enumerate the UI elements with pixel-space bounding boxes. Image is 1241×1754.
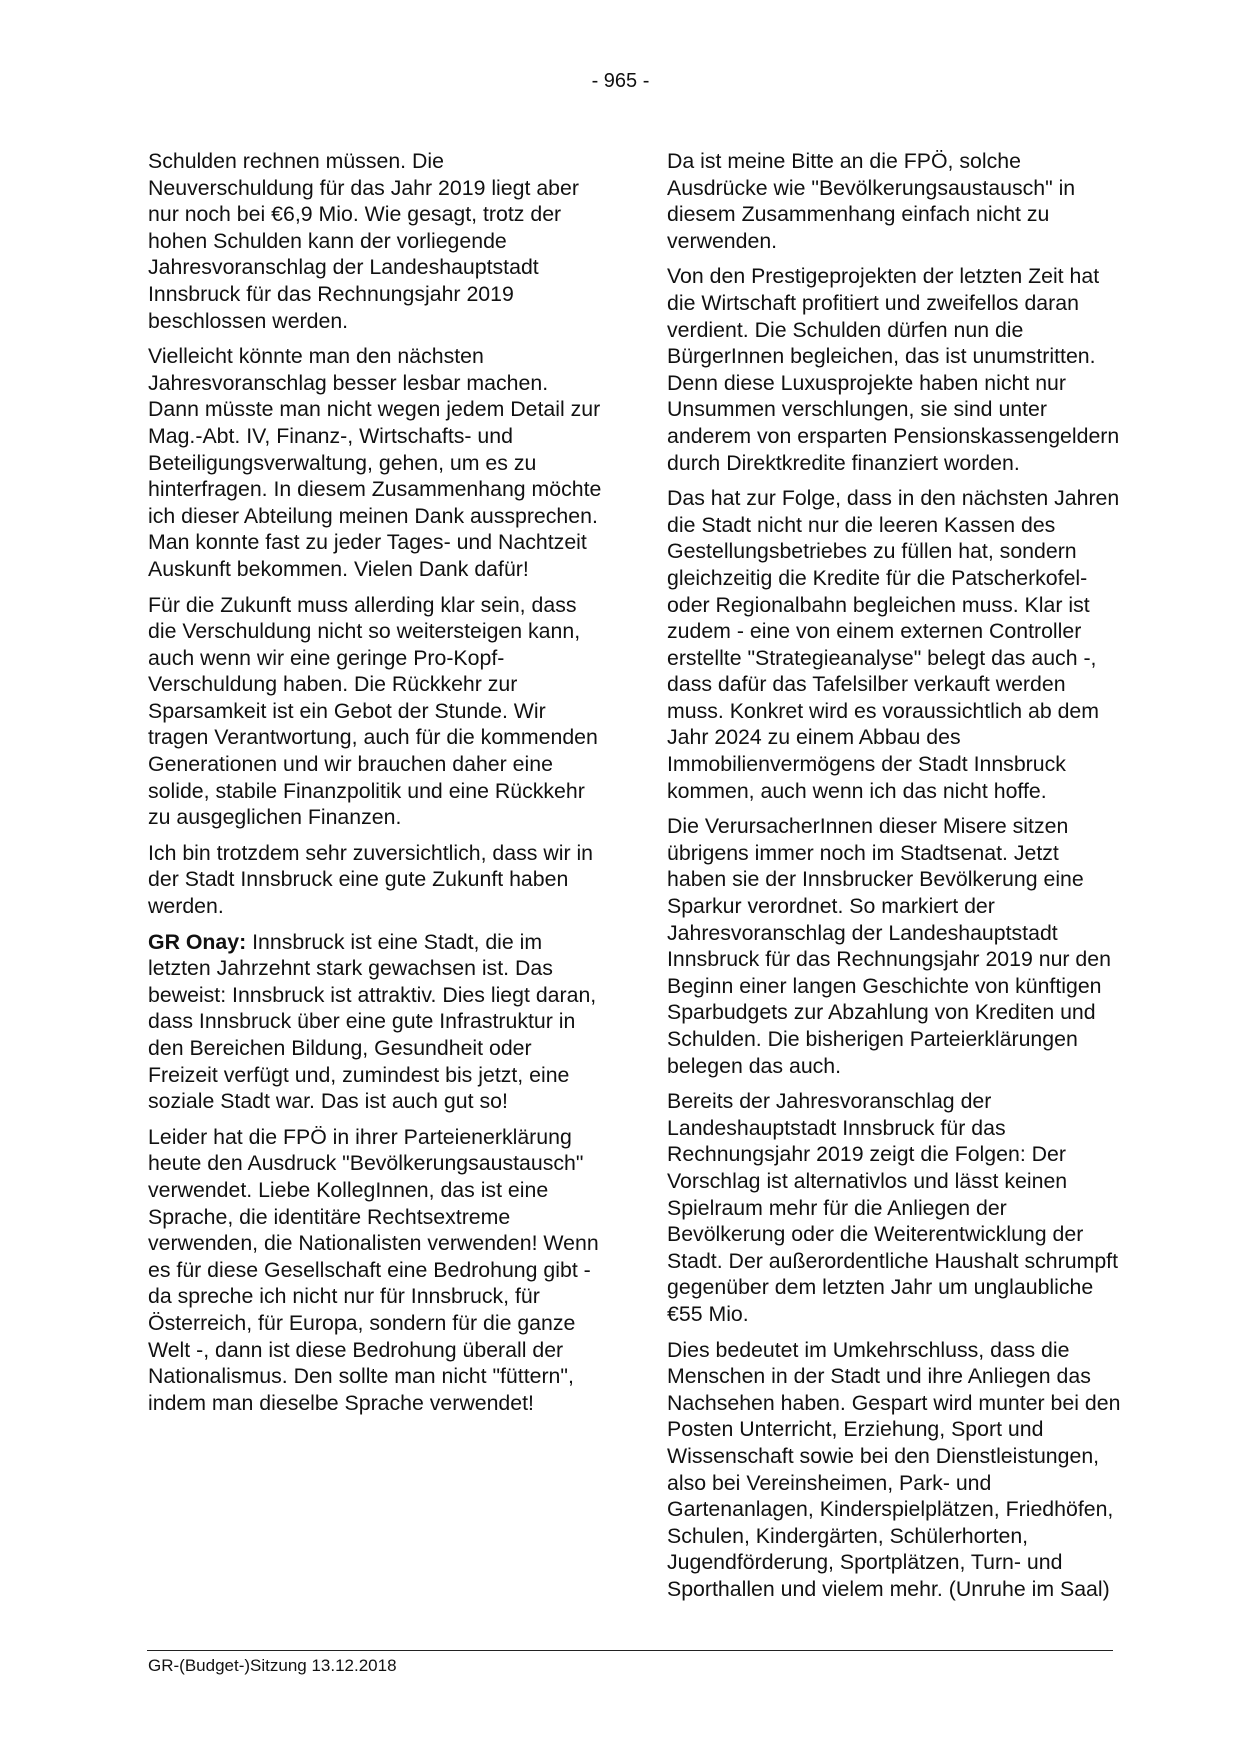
footer-divider xyxy=(147,1650,1113,1651)
paragraph: Schulden rechnen müssen. Die Neuverschuldung für das Jahr 2019 liegt aber nur noch bei €6,9 Mio. Wie gesagt, trotz der hohen Schulden kann der vorliegende Jahresvoranschlag der Landeshauptstadt Innsbruck für das Rechnungsjahr 2019 beschlossen werden. xyxy=(148,149,579,333)
paragraph: Bereits der Jahresvoranschlag der Landeshauptstadt Innsbruck für das Rechnungsjahr 2019 zeigt die Folgen: Der Vorschlag ist alternativlos und lässt keinen Spielraum mehr für die Anliegen der Bevölkerung oder die Weiterentwicklung der Stadt. Der außerordentliche Haushalt schrumpft gegenüber dem letzten Jahr um unglaubliche €55 Mio. xyxy=(667,1089,1118,1326)
speaker-name: GR Onay: xyxy=(148,929,247,954)
paragraph: Die VerursacherInnen dieser Misere sitzen übrigens immer noch im Stadtsenat. Jetzt haben sie der Innsbrucker Bevölkerung eine Sparkur verordnet. So markiert der Jahresvoranschlag der Landeshauptstadt Innsbruck für das Rechnungsjahr 2019 nur den Beginn einer langen Geschichte von künftigen Sparbudgets zur Abzahlung von Krediten und Schulden. Die bisherigen Parteierklärungen belegen das auch. xyxy=(667,814,1111,1078)
paragraph: Leider hat die FPÖ in ihrer Parteienerklärung heute den Ausdruck "Bevölkerungsaustausch" verwendet. Liebe KollegInnen, das ist eine Sprache, die identitäre Rechtsextreme verwenden, die Nationalisten verwenden! Wenn es für diese Gesellschaft eine Bedrohung gibt - da spreche ich nicht nur für Innsbruck, für Österreich, für Europa, sondern für die ganze Welt -, dann ist diese Bedrohung überall der Nationalismus. Den sollte man nicht "füttern", indem man dieselbe Sprache verwendet! xyxy=(148,1124,599,1415)
paragraph: Von den Prestigeprojekten der letzten Zeit hat die Wirtschaft profitiert und zweifellos daran verdient. Die Schulden dürfen nun die BürgerInnen begleichen, das ist unumstritten. Denn diese Luxusprojekte haben nicht nur Unsummen verschlungen, sie sind unter anderem von ersparten Pensionskassengeldern durch Direktkredite finanziert worden. xyxy=(667,264,1120,475)
paragraph: Dies bedeutet im Umkehrschluss, dass die Menschen in der Stadt und ihre Anliegen das Nachsehen haben. Gespart wird munter bei den Posten Unterricht, Erziehung, Sport und Wissenschaft sowie bei den Dienstleistungen, also bei Vereinsheimen, Park- und Gartenanlagen, Kinderspielplätzen, Friedhöfen, Schulen, Kindergärten, Schülerhorten, Jugendförderung, Sportplätzen, Turn- und Sporthallen und vielem mehr. (Unruhe im Saal) xyxy=(667,1337,1121,1601)
footer-session-label: GR-(Budget-)Sitzung 13.12.2018 xyxy=(148,1656,397,1675)
paragraph: Da ist meine Bitte an die FPÖ, solche Ausdrücke wie "Bevölkerungsaustausch" in diesem Zusammenhang einfach nicht zu verwenden. xyxy=(667,149,1076,253)
speaker-text: Innsbruck ist eine Stadt, die im letzten Jahrzehnt stark gewachsen ist. Das beweist: Innsbruck ist attraktiv. Dies liegt daran, dass Innsbruck über eine gute Infrastruktur in den Bereichen Bildung, Gesundheit oder Freizeit verfügt und, zumindest bis jetzt, eine soziale Stadt war. Das ist auch gut so! xyxy=(148,929,597,1114)
right-column xyxy=(667,148,1122,1611)
paragraph: Für die Zukunft muss allerding klar sein, dass die Verschuldung nicht so weitersteigen kann, auch wenn wir eine geringe Pro-Kopf-Verschuldung haben. Die Rückkehr zur Sparsamkeit ist ein Gebot der Stunde. Wir tragen Verantwortung, auch für die kommenden Generationen und wir brauchen daher eine solide, stabile Finanzpolitik und eine Rückkehr zu ausgeglichen Finanzen. xyxy=(148,592,598,830)
left-column xyxy=(148,148,603,1425)
paragraph: Vielleicht könnte man den nächsten Jahresvoranschlag besser lesbar machen. Dann müsste man nicht wegen jedem Detail zur Mag.-Abt. IV, Finanz-, Wirtschafts- und Beteiligungsverwaltung, gehen, um es zu hinterfragen. In diesem Zusammenhang möchte ich dieser Abteilung meinen Dank aussprechen. Man konnte fast zu jeder Tages- und Nachtzeit Auskunft bekommen. Vielen Dank dafür! xyxy=(148,344,602,581)
page-number: - 965 - xyxy=(591,70,650,92)
paragraph: Das hat zur Folge, dass in den nächsten Jahren die Stadt nicht nur die leeren Kassen des Gestellungsbetriebes zu füllen hat, sondern gleichzeitig die Kredite für die Patscherkofel- oder Regionalbahn begleichen muss. Klar ist zudem - eine von einem externen Controller erstellte "Strategieanalyse" belegt das auch -, dass dafür das Tafelsilber verkauft werden muss. Konkret wird es voraussichtlich ab dem Jahr 2024 zu einem Abbau des Immobilienvermögens der Stadt Innsbruck kommen, auch wenn ich das nicht hoffe. xyxy=(667,486,1120,803)
speaker-paragraph xyxy=(148,929,603,1115)
paragraph: Ich bin trotzdem sehr zuversichtlich, dass wir in der Stadt Innsbruck eine gute Zukunft haben werden. xyxy=(148,840,594,919)
